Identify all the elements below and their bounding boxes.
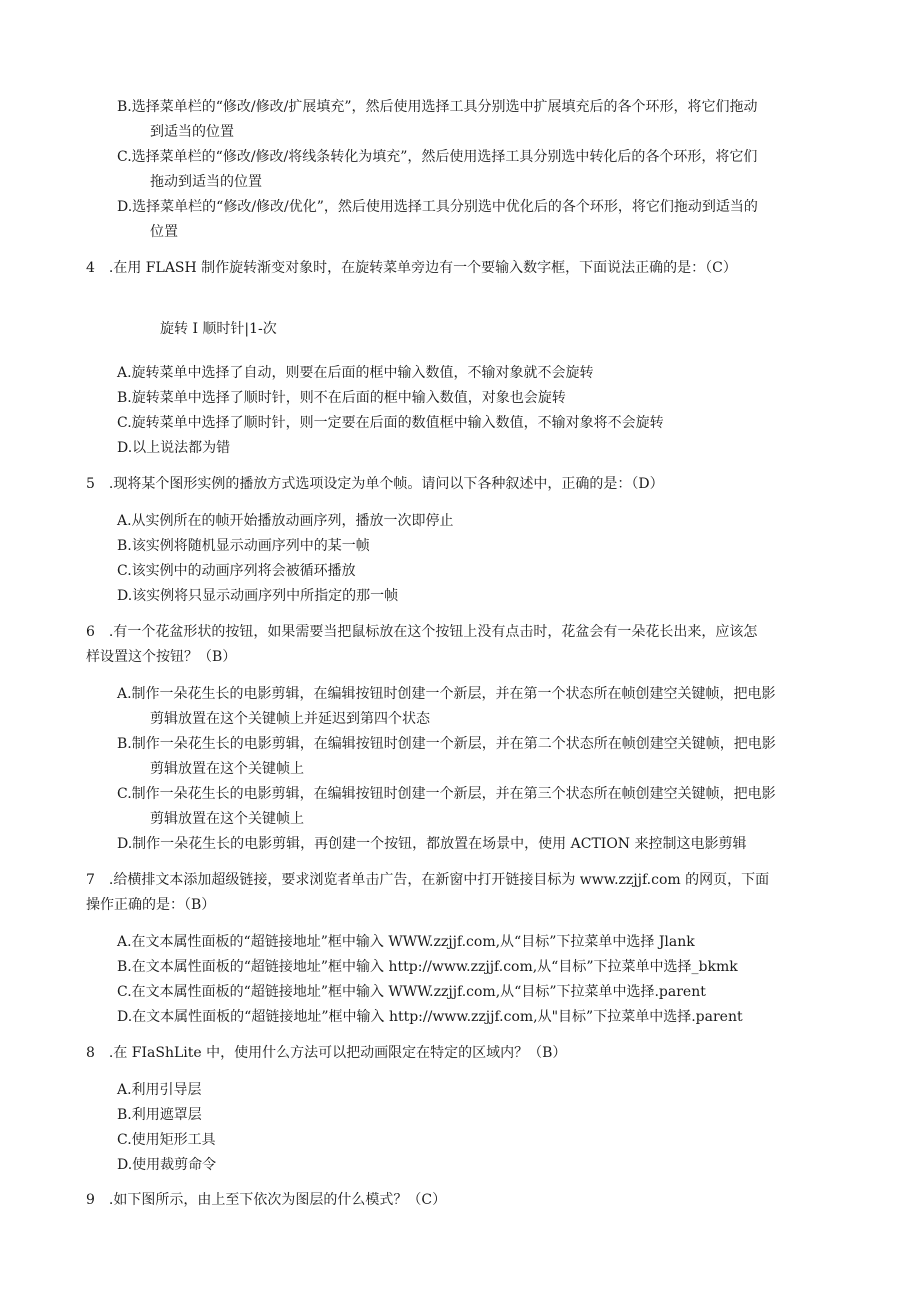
q7-option-d: D.在文本属性面板的“超链接地址”框中输入 http://www.zzjjf.com,从"目标”下拉菜单中选择.parent xyxy=(117,1009,743,1025)
q7-text: 7 .给横排文本添加超级链接，要求浏览者单击广告，在新窗中打开链接目标为 www.zzjjf.com 的网页，下面 xyxy=(86,872,770,888)
q8-option-b: B.利用遮罩层 xyxy=(117,1107,202,1123)
q4-option-b: B.旋转菜单中选择了顺时针，则不在后面的框中输入数值，对象也会旋转 xyxy=(117,390,566,406)
q6-option-b-cont: 剪辑放置在这个关键帧上 xyxy=(150,761,304,777)
q5-option-b: B.该实例将随机显示动画序列中的某一帧 xyxy=(117,538,370,554)
q9-text: 9 .如下图所示，由上至下依次为图层的什么模式？（C） xyxy=(86,1192,447,1208)
q8-option-d: D.使用裁剪命令 xyxy=(117,1157,217,1173)
q6-option-a-cont: 剪辑放置在这个关键帧上并延迟到第四个状态 xyxy=(150,711,430,727)
q5-option-c: C.该实例中的动画序列将会被循环播放 xyxy=(117,563,356,579)
q8-option-a: A.利用引导层 xyxy=(117,1082,202,1098)
q4-option-c: C.旋转菜单中选择了顺时针，则一定要在后面的数值框中输入数值，不输对象将不会旋转 xyxy=(117,415,664,431)
q7-text-cont: 操作正确的是：（B） xyxy=(86,897,216,913)
q3-option-c: C.选择菜单栏的“修改/修改/将线条转化为填充”，然后使用选择工具分别选中转化后的各个环形，将它们 xyxy=(117,149,758,165)
q6-text: 6 .有一个花盆形状的按钮，如果需要当把鼠标放在这个按钮上没有点击时，花盆会有一朵花长出来，应该怎 xyxy=(86,624,758,640)
q3-option-c-cont: 拖动到适当的位置 xyxy=(150,174,262,190)
q6-text-cont: 样设置这个按钮？（B） xyxy=(86,649,237,665)
q5-option-d: D.该实例将只显示动画序列中所指定的那一帧 xyxy=(117,588,399,604)
q3-option-d-cont: 位置 xyxy=(150,224,178,240)
q6-option-b: B.制作一朵花生长的电影剪辑，在编辑按钮时创建一个新层，并在第二个状态所在帧创建空关键帧，把电影 xyxy=(117,736,776,752)
q5-text: 5 .现将某个图形实例的播放方式选项设定为单个帧。请问以下各种叙述中，正确的是：（D） xyxy=(86,476,664,492)
q7-option-c: C.在文本属性面板的“超链接地址”框中输入 WWW.zzjjf.com,从“目标”下拉菜单中选择.parent xyxy=(117,984,706,1000)
q4-option-a: A.旋转菜单中选择了自动，则要在后面的框中输入数值，不输对象就不会旋转 xyxy=(117,365,594,381)
q4-figure-caption: 旋转 I 顺时针|1-次 xyxy=(160,321,277,337)
q3-option-b-cont: 到适当的位置 xyxy=(150,124,234,140)
q5-option-a: A.从实例所在的帧开始播放动画序列，播放一次即停止 xyxy=(117,513,454,529)
q7-option-b: B.在文本属性面板的“超链接地址”框中输入 http://www.zzjjf.com,从“目标”下拉菜单中选择_bkmk xyxy=(117,959,738,975)
q4-text: 4 .在用 FLASH 制作旋转渐变对象时，在旋转菜单旁边有一个要输入数字框，下面说法正确的是：（C） xyxy=(86,260,737,276)
q8-text: 8 .在 FIaShLite 中，使用什么方法可以把动画限定在特定的区域内？（B） xyxy=(86,1045,567,1061)
q3-option-b: B.选择菜单栏的“修改/修改/扩展填充”，然后使用选择工具分别选中扩展填充后的各个环形，将它们拖动 xyxy=(117,99,758,115)
q3-option-d: D.选择菜单栏的“修改/修改/优化”，然后使用选择工具分别选中优化后的各个环形，将它们拖动到适当的 xyxy=(117,199,758,215)
q8-option-c: C.使用矩形工具 xyxy=(117,1132,216,1148)
q6-option-c-cont: 剪辑放置在这个关键帧上 xyxy=(150,811,304,827)
q6-option-c: C.制作一朵花生长的电影剪辑，在编辑按钮时创建一个新层，并在第三个状态所在帧创建空关键帧，把电影 xyxy=(117,786,776,802)
q6-option-a: A.制作一朵花生长的电影剪辑，在编辑按钮时创建一个新层，并在第一个状态所在帧创建空关键帧，把电影 xyxy=(117,686,776,702)
q7-option-a: A.在文本属性面板的“超链接地址”框中输入 WWW.zzjjf.com,从“目标”下拉菜单中选择 Jlank xyxy=(117,934,695,950)
q4-option-d: D.以上说法都为错 xyxy=(117,440,231,456)
q6-option-d: D.制作一朵花生长的电影剪辑，再创建一个按钮，都放置在场景中，使用 ACTION 来控制这电影剪辑 xyxy=(117,836,747,852)
